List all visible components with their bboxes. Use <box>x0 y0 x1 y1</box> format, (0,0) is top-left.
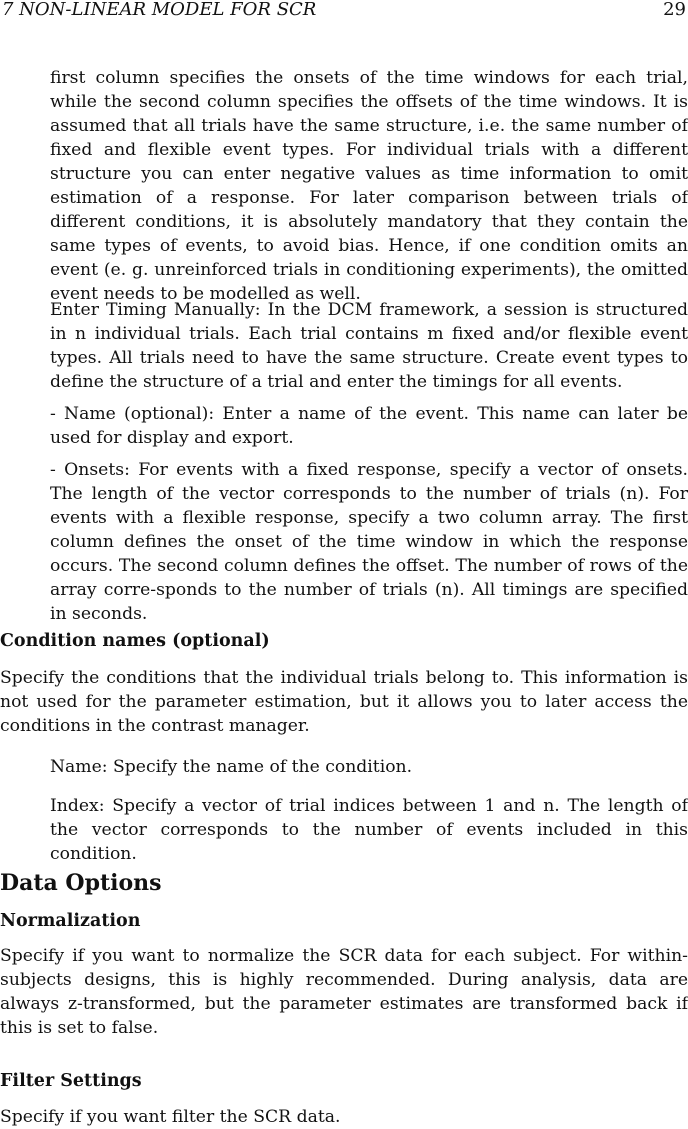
chapter-title: 7 NON-LINEAR MODEL FOR SCR <box>2 0 317 20</box>
paragraph-onsets: - Onsets: For events with a fixed response, specify a vector of onsets. The length of the vector corresponds to the number of trials (n). For events with a flexible response, specify a two column array. The first column defines the onset of the time window in which the response occurs. The second column defines the offset. The number of rows of the array corre-sponds to the number of trials (n). All timings are specified in seconds. <box>50 460 688 624</box>
condition-names-body: Specify the conditions that the individual trials belong to. This information is not used for the parameter estimation, but it allows you to later access the conditions in the contrast manager. <box>0 668 688 736</box>
page-number: 29 <box>663 0 686 20</box>
normalization-heading: Normalization <box>0 911 141 931</box>
data-options-heading: Data Options <box>0 870 162 896</box>
filter-settings-body: Specify if you want filter the SCR data. <box>0 1107 341 1127</box>
filter-settings-heading: Filter Settings <box>0 1071 142 1091</box>
paragraph-enter-timing-manually: Enter Timing Manually: In the DCM framework, a session is structured in n individual trials. Each trial contains m fixed and/or flexible event types. All trials need to have the same structure. Create event types to define the structure of a trial and enter the timings for all events. <box>50 300 688 392</box>
paragraph-time-windows: first column specifies the onsets of the time windows for each trial, while the second column specifies the offsets of the time windows. It is assumed that all trials have the same structure, i.e. the same number of fixed and flexible event types. For individual trials with a different structure you can enter negative values as time information to omit estimation of a response. For later comparison between trials of different conditions, it is absolutely mandatory that they contain the same types of events, to avoid bias. Hence, if one condition omits an event (e. g. unreinforced trials in conditioning experiments), the omitted event needs to be modelled as well. <box>50 68 688 304</box>
normalization-body: Specify if you want to normalize the SCR data for each subject. For within-subjects designs, this is highly recommended. During analysis, data are always z-transformed, but the parameter estimates are transformed back if this is set to false. <box>0 946 688 1038</box>
condition-index-item: Index: Specify a vector of trial indices between 1 and n. The length of the vector corresponds to the number of events included in this condition. <box>50 796 688 864</box>
paragraph-name-optional: - Name (optional): Enter a name of the event. This name can later be used for display and export. <box>50 404 688 448</box>
condition-names-heading: Condition names (optional) <box>0 631 270 651</box>
running-head <box>0 0 688 22</box>
condition-name-item: Name: Specify the name of the condition. <box>50 757 413 777</box>
